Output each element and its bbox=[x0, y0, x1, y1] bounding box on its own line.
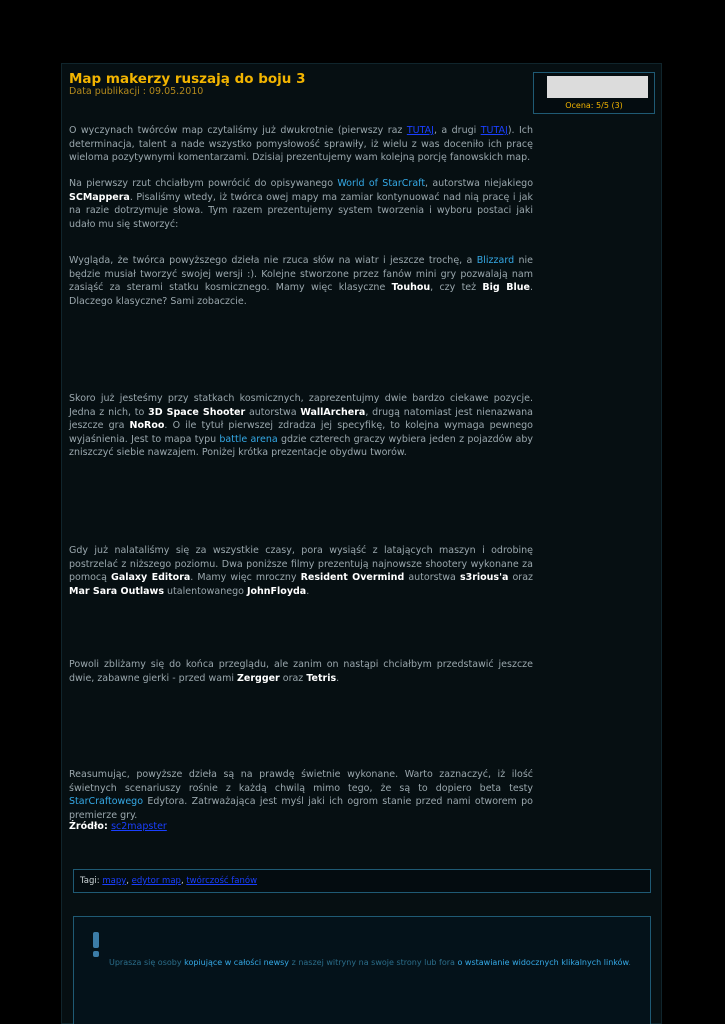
article-title: Map makerzy ruszają do boju 3 bbox=[69, 71, 306, 87]
paragraph-space-games bbox=[69, 254, 533, 308]
text-highlight: kopiujące w całości newsy bbox=[184, 958, 290, 967]
text: ). Ich determinacja, talent a nade wszystko pomysłowość sprawiły, iż wielu z was doceniło ich pracę wieloma pozytywnymi komentarzami. Dzisiaj prezentujemy wam kolejną porcję fanowskich map. bbox=[69, 125, 534, 164]
text: gdzie czterech graczy wybiera jeden z pojazdów aby zniszczyć siebie nawzajem. Poniżej krótka prezentacje obydwu tworów. bbox=[69, 433, 533, 459]
link-tutaj-2[interactable]: TUTAJ bbox=[480, 125, 508, 136]
text: . bbox=[336, 672, 340, 684]
text: oraz bbox=[279, 672, 307, 684]
game-name: Tetris bbox=[306, 672, 337, 684]
text: Edytora. Zatrważająca jest myśl jaki ich ogrom stanie przed nami otworem po premierze gry. bbox=[69, 796, 533, 821]
text: . bbox=[306, 585, 310, 597]
tag-separator: , bbox=[126, 876, 132, 886]
text: autorstwa bbox=[404, 572, 460, 584]
source-link[interactable]: sc2mapster bbox=[111, 821, 167, 832]
text: . Mamy więc mroczny bbox=[190, 572, 301, 584]
tag-link[interactable]: mapy bbox=[102, 876, 127, 886]
source-line bbox=[69, 821, 167, 832]
author-name: s3rious'a bbox=[459, 572, 509, 584]
copy-notice-box bbox=[73, 916, 651, 1024]
text: , autorstwa niejakiego bbox=[425, 178, 534, 189]
text-highlight: o wstawianie widocznych klikalnych linków bbox=[457, 958, 629, 967]
text: . O ile tytuł pierwszej zdradza jej specyfikę, to kolejna wymaga pewnego wyjaśnienia. Jest to mapa typu bbox=[69, 420, 533, 445]
text: . bbox=[628, 958, 631, 967]
text: . Dlaczego klasyczne? Sami zobaczcie. bbox=[69, 282, 534, 307]
text: Na pierwszy rzut chciałbym powrócić do opisywanego bbox=[69, 178, 338, 189]
publication-date: Data publikacji : 09.05.2010 bbox=[69, 86, 204, 97]
paragraph-intro bbox=[69, 124, 533, 165]
tag-link[interactable]: twórczość fanów bbox=[186, 876, 258, 886]
author-name: WallArchera bbox=[300, 406, 366, 418]
paragraph-shooters bbox=[69, 544, 533, 598]
text: Skoro już jesteśmy przy statkach kosmicznych, zaprezentujmy dwie bardzo ciekawe pozycje. Jedna z nich, to bbox=[69, 393, 533, 418]
text: Powoli zbliżamy się do końca przeglądu, ale zanim on nastąpi chciałbym przedstawić jeszcze dwie, zabawne gierki - przed wami bbox=[69, 659, 533, 684]
text: Gdy już nalataliśmy się za wszystkie czasy, pora wysiąść z latających maszyn i odrobinę postrzelać z niższego poziomu. Dwa poniższe filmy prezentują najnowsze shootery wykonane za pomocą bbox=[69, 545, 533, 584]
paragraph-fun-games bbox=[69, 658, 533, 685]
text: autorstwa bbox=[245, 406, 301, 418]
paragraph-summary bbox=[69, 768, 533, 822]
editor-name: Galaxy Editora bbox=[111, 572, 191, 584]
game-name: NoRoo bbox=[129, 420, 165, 432]
tag-link[interactable]: edytor map bbox=[131, 876, 181, 886]
text: , a drugi bbox=[433, 125, 481, 136]
rating-text: Ocena: 5/5 (3) bbox=[565, 101, 623, 110]
source-label: Źródło: bbox=[69, 821, 108, 832]
link-world-of-starcraft[interactable]: World of StarCraft bbox=[337, 178, 426, 189]
text: Reasumując, powyższe dzieła są na prawdę świetnie wykonane. Warto zaznaczyć, iż ilość świetnych scenariuszy rośnie z każdą chwilą mimo tego, że są to dopiero beta testy bbox=[69, 769, 533, 794]
link-battle-arena[interactable]: battle arena bbox=[219, 433, 278, 445]
text: O wyczynach twórców map czytaliśmy już dwukrotnie (pierwszy raz bbox=[69, 125, 407, 136]
text: Wygląda, że twórca powyższego dzieła nie rzuca słów na wiatr i jeszcze trochę, a bbox=[69, 255, 477, 266]
link-starcraftowego[interactable]: StarCraftowego bbox=[69, 796, 144, 808]
game-name: Zergger bbox=[237, 672, 280, 684]
tags-label: Tagi: bbox=[80, 876, 100, 886]
exclamation-icon bbox=[90, 932, 102, 958]
text: utalentowanego bbox=[164, 585, 247, 597]
text: nie będzie musiał tworzyć swojej wersji :). Kolejne stworzone przez fanów mini gry pozwalają nam zasiąść za sterami statku kosmicznego. Mamy więc klasyczne bbox=[69, 255, 533, 294]
link-tutaj-1[interactable]: TUTAJ bbox=[406, 125, 434, 136]
tag-separator: , bbox=[180, 876, 187, 886]
rating-stars-image[interactable] bbox=[547, 76, 648, 98]
text: . Pisaliśmy wtedy, iż twórca owej mapy ma zamiar kontynuować nad nią pracę i jak na razie dotrzymuje słowa. Tym razem prezentujemy system tworzenia i wyboru postaci jaki udało mu się stworzyć: bbox=[69, 191, 533, 230]
paragraph-world-of-starcraft bbox=[69, 177, 533, 231]
rating-box bbox=[533, 72, 655, 114]
text: z naszej witryny na swoje strony lub fora bbox=[289, 958, 458, 967]
paragraph-space-shooters bbox=[69, 392, 533, 460]
tags-box bbox=[73, 869, 651, 893]
text: , drugą natomiast jest nienazwana jeszcze gra bbox=[69, 406, 534, 432]
text: oraz bbox=[508, 572, 534, 584]
text: , czy też bbox=[430, 282, 483, 294]
author-name: JohnFloyda bbox=[246, 585, 307, 597]
game-name: Touhou bbox=[391, 282, 431, 294]
link-blizzard[interactable]: Blizzard bbox=[476, 255, 515, 266]
game-name: Big Blue bbox=[482, 282, 530, 294]
text: Uprasza się osoby bbox=[109, 958, 185, 967]
author-name: SCMappera bbox=[69, 191, 130, 203]
copy-notice-text bbox=[109, 958, 631, 967]
game-name: Resident Overmind bbox=[300, 572, 405, 584]
game-name: 3D Space Shooter bbox=[148, 406, 246, 418]
game-name: Mar Sara Outlaws bbox=[69, 585, 164, 597]
